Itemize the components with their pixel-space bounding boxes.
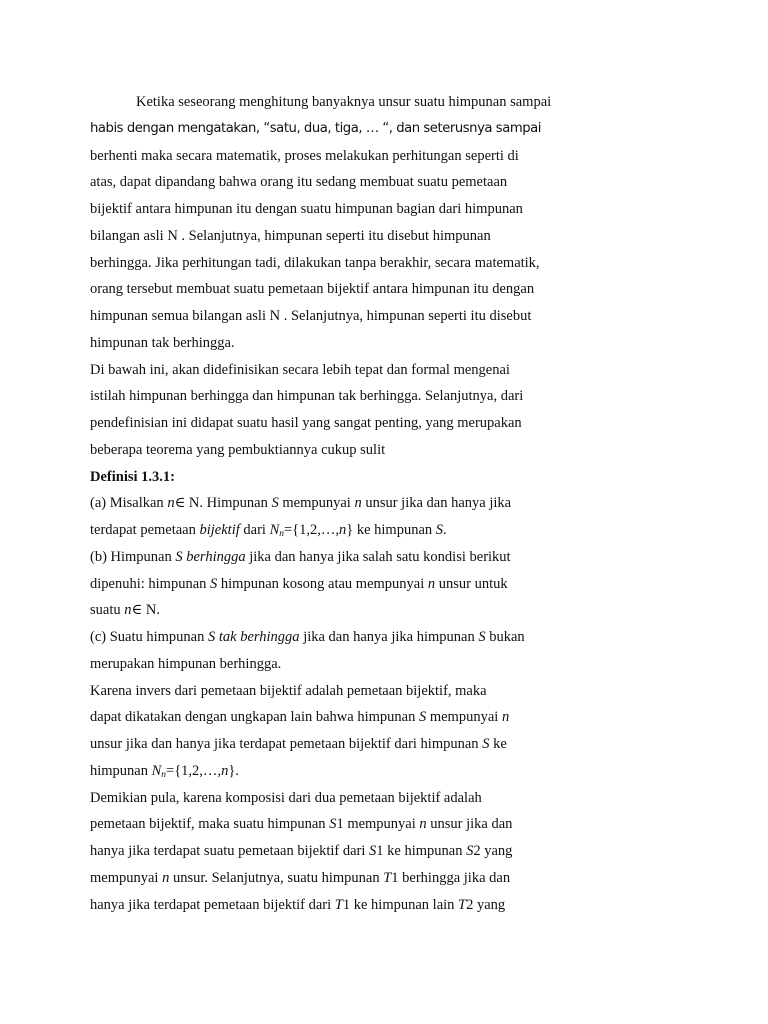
math-var: n <box>339 522 347 538</box>
emphasis-text: bijektif <box>199 522 240 538</box>
text-run: unsur jika dan hanya jika terdapat pemetaan bijektif dari himpunan <box>90 736 483 752</box>
text-run: unsur. Selanjutnya, suatu himpunan <box>169 869 384 886</box>
math-var: S <box>418 709 427 726</box>
definition-block <box>90 464 690 678</box>
text-line <box>90 731 690 758</box>
text-run: unsur jika dan <box>426 816 513 833</box>
math-var: S <box>435 522 444 538</box>
text-run: (c) Suatu himpunan <box>90 629 208 645</box>
text-run: 2 yang <box>466 896 506 913</box>
text-line <box>90 838 690 865</box>
text-run: pemetaan bijektif, maka suatu himpunan <box>90 816 330 833</box>
text-run: }. <box>228 762 239 779</box>
math-var: n <box>501 709 510 726</box>
text-run: . <box>443 522 447 538</box>
math-var: S <box>271 495 279 512</box>
definition-heading: Definisi 1.3.1: <box>90 468 175 485</box>
text-line <box>90 892 690 919</box>
text-run: (b) Himpunan <box>90 548 176 565</box>
emphasis-text: S tak berhingga <box>208 629 300 645</box>
text-run: jika dan hanya jika himpunan <box>299 629 479 645</box>
text-run: mempunyai <box>278 495 355 512</box>
text-run: himpunan <box>90 762 152 779</box>
text-line: beberapa teorema yang pembuktiannya cukup sulit <box>90 441 386 458</box>
math-var: N <box>269 522 280 538</box>
math-var: n <box>354 495 362 512</box>
text-line: himpunan semua bilangan asli N . Selanjutnya, himpunan seperti itu disebut <box>90 308 532 324</box>
text-run: himpunan kosong atau mempunyai <box>217 575 428 592</box>
text-line: berhingga. Jika perhitungan tadi, dilakukan tanpa berakhir, secara matematik, <box>90 254 540 271</box>
text-run: 1 mempunyai <box>336 816 420 833</box>
text-run: ={1,2,…, <box>166 762 222 779</box>
text-run: dapat dikatakan dengan ungkapan lain bahwa himpunan <box>90 709 419 726</box>
paragraph-inverse <box>90 678 690 785</box>
text-line: Ketika seseorang menghitung banyaknya unsur suatu himpunan sampai <box>136 94 552 110</box>
text-line <box>90 704 690 731</box>
text-line <box>90 865 690 892</box>
math-var: S <box>482 736 490 752</box>
text-line: bilangan asli N . Selanjutnya, himpunan seperti itu disebut himpunan <box>90 227 491 244</box>
definition-b-line-3 <box>90 597 690 624</box>
math-var: n <box>167 495 175 512</box>
document-page <box>90 89 690 918</box>
text-run: unsur untuk <box>435 575 508 592</box>
text-run: ={1,2,…, <box>283 522 339 538</box>
text-line: berhenti maka secara matematik, proses melakukan perhitungan seperti di <box>90 147 519 164</box>
text-run: 1 ke himpunan lain <box>342 896 459 913</box>
definition-b-line-1 <box>90 544 690 571</box>
text-run: } ke himpunan <box>346 522 436 538</box>
text-line: Karena invers dari pemetaan bijektif adalah pemetaan bijektif, maka <box>90 682 487 699</box>
paragraph-composition <box>90 785 690 919</box>
math-var: N <box>151 762 162 779</box>
text-run: hanya jika terdapat suatu pemetaan bijektif dari <box>90 843 370 859</box>
paragraph-intro <box>90 89 690 357</box>
text-line: pendefinisian ini didapat suatu hasil yang sangat penting, yang merupakan <box>90 415 522 431</box>
math-var: T <box>458 896 467 913</box>
math-var: S <box>478 629 486 645</box>
text-line: Demikian pula, karena komposisi dari dua pemetaan bijektif adalah <box>90 789 482 806</box>
text-run: jika dan hanya jika salah satu kondisi berikut <box>245 548 511 565</box>
text-run: hanya jika terdapat pemetaan bijektif dari <box>90 896 335 913</box>
text-run: unsur jika dan hanya jika <box>361 495 512 512</box>
math-var: T <box>383 869 392 886</box>
math-var: n <box>419 816 427 833</box>
math-var: S <box>466 843 474 859</box>
text-line: istilah himpunan berhingga dan himpunan tak berhingga. Selanjutnya, dari <box>90 388 524 405</box>
text-line: bijektif antara himpunan itu dengan suatu himpunan bagian dari himpunan <box>90 201 523 217</box>
definition-a-line-2 <box>90 517 690 544</box>
math-var: n <box>124 602 132 619</box>
text-run: ke <box>489 736 507 752</box>
definition-c-line-1 <box>90 624 690 651</box>
math-var: n <box>427 575 436 592</box>
text-line: himpunan tak berhingga. <box>90 334 235 351</box>
math-subscript: n <box>279 529 284 539</box>
text-run: terdapat pemetaan <box>90 522 200 538</box>
definition-b-line-2 <box>90 571 690 598</box>
math-var: n <box>221 762 229 779</box>
definition-a-line-1 <box>90 490 690 517</box>
math-var: n <box>162 869 170 886</box>
text-line <box>90 758 690 785</box>
paragraph-preface <box>90 357 690 464</box>
math-var: T <box>334 896 343 913</box>
text-run: suatu <box>90 602 125 619</box>
text-line <box>90 811 690 838</box>
definition-c-line-2: merupakan himpunan berhingga. <box>90 655 282 672</box>
emphasis-text: S berhingga <box>175 548 246 565</box>
text-line: Di bawah ini, akan didefinisikan secara lebih tepat dan formal mengenai <box>90 361 510 378</box>
math-var: S <box>329 816 337 833</box>
text-run: mempunyai <box>426 709 502 726</box>
math-var: S <box>369 843 377 859</box>
text-run: bukan <box>485 629 525 645</box>
text-run: ∈ N. <box>131 602 160 619</box>
text-line: orang tersebut membuat suatu pemetaan bijektif antara himpunan itu dengan <box>90 281 535 298</box>
text-run: 2 yang <box>473 843 513 859</box>
text-line: atas, dapat dipandang bahwa orang itu sedang membuat suatu pemetaan <box>90 174 508 191</box>
text-line: habis dengan mengatakan, “satu, dua, tiga, … “, dan seterusnya sampai <box>90 120 542 136</box>
math-var: S <box>210 575 218 592</box>
math-subscript: n <box>161 769 167 780</box>
text-run: dari <box>239 522 270 538</box>
text-run: mempunyai <box>90 869 163 886</box>
text-run: dipenuhi: himpunan <box>90 575 211 592</box>
text-run: 1 berhingga jika dan <box>391 869 511 886</box>
text-run: 1 ke himpunan <box>376 843 467 859</box>
text-run: (a) Misalkan <box>90 495 168 512</box>
text-run: ∈ N. Himpunan <box>174 495 272 512</box>
